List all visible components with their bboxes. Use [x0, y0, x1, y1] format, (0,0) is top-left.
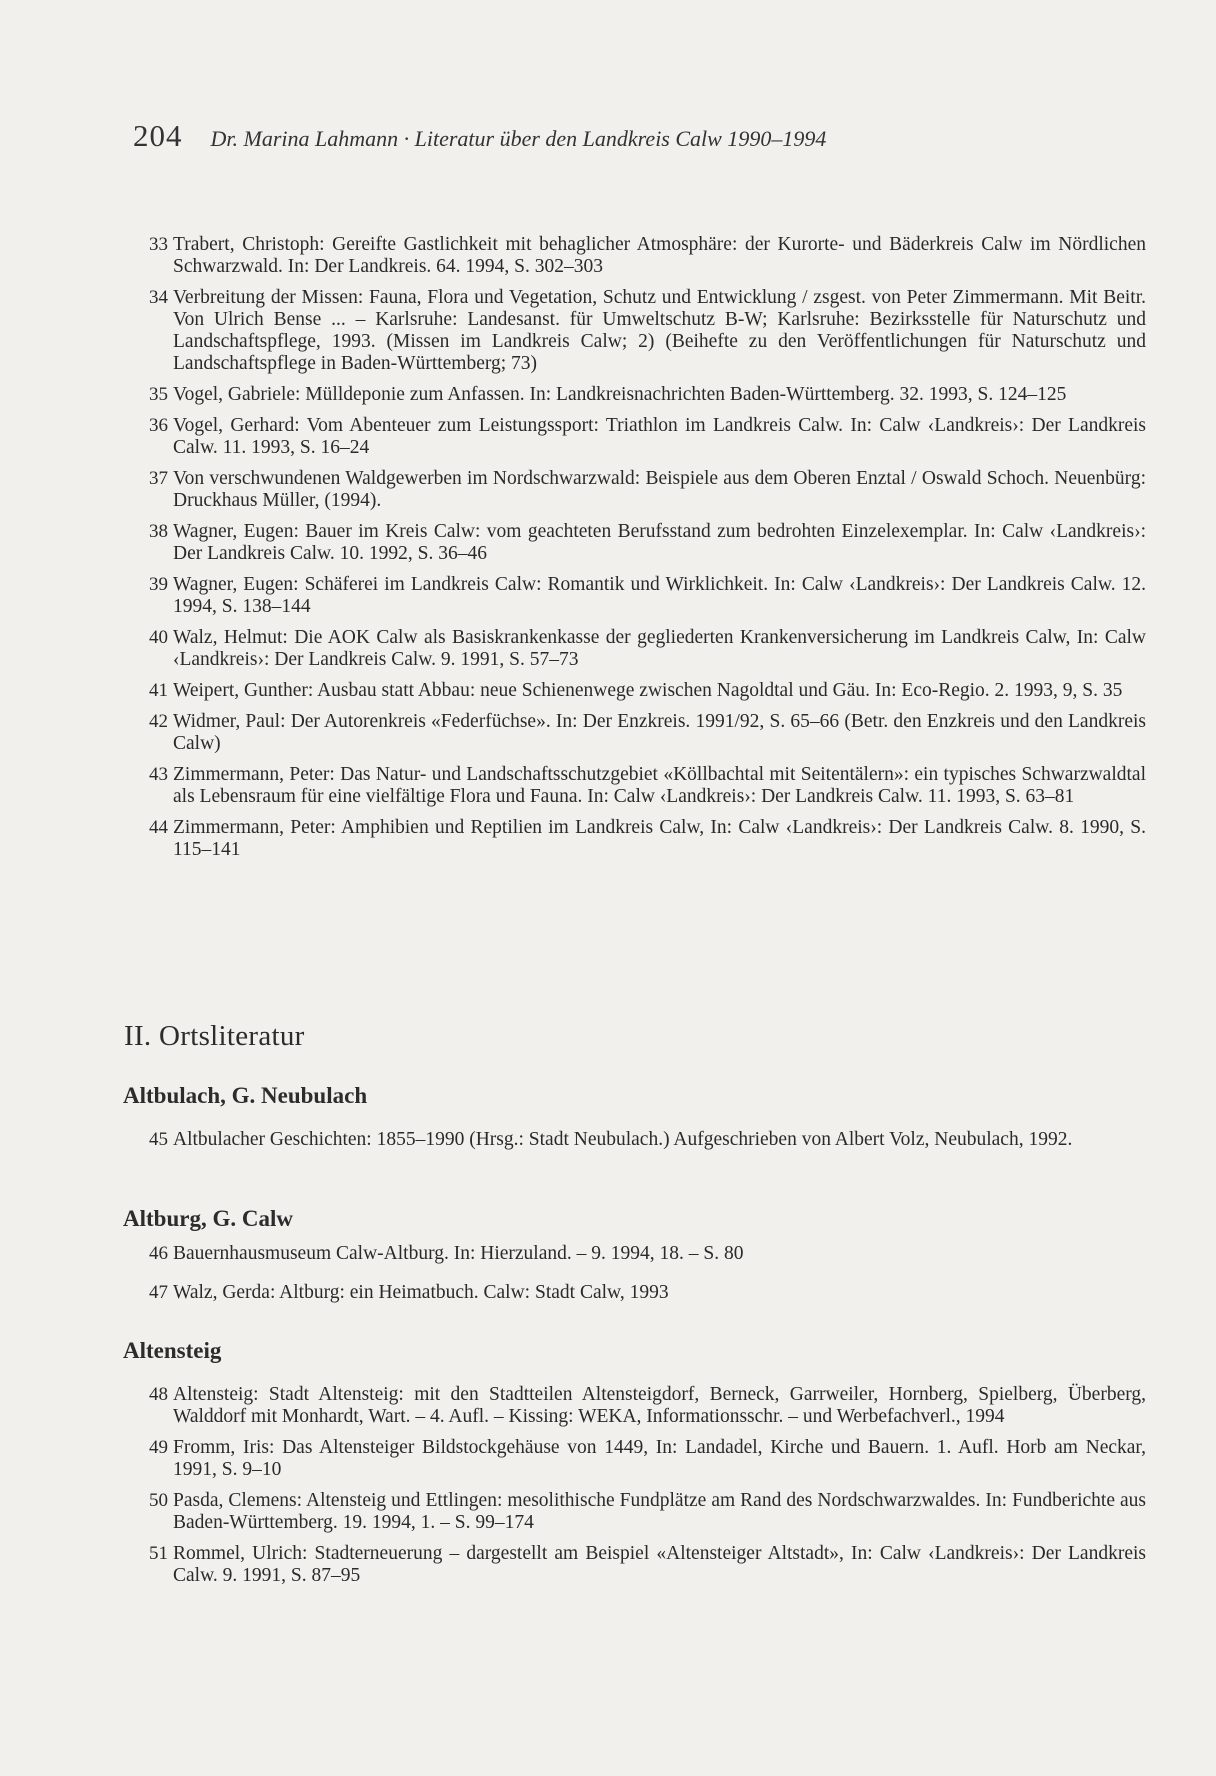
- entry-number: 47: [149, 1282, 168, 1303]
- entry-number: 36: [149, 415, 168, 436]
- entry-number: 48: [149, 1384, 168, 1405]
- entry-text: Von verschwundenen Waldgewerben im Nordschwarzwald: Beispiele aus dem Oberen Enztal / Oswald Schoch. Neuenbürg: Druckhaus Müller, (1994).: [173, 468, 1146, 511]
- bibliography-entry: [122, 384, 1146, 406]
- entry-number: 38: [149, 521, 168, 542]
- bibliography-entry: [122, 1490, 1146, 1534]
- bibliography-entry: [122, 1543, 1146, 1587]
- entry-text: Verbreitung der Missen: Fauna, Flora und Vegetation, Schutz und Entwicklung / zsgest. von Peter Zimmermann. Mit Beitr. Von Ulrich Bense ... – Karlsruhe: Landesanst. für Umweltschutz B-W; Karlsruhe: Bezirksstelle für Naturschutz und Landschaftspflege, 1993. (Missen im Landkreis Calw; 2) (Beihefte zu den Veröffentlichungen für Naturschutz und Landschaftspflege in Baden-Württemberg; 73): [173, 287, 1146, 374]
- place-heading: Altensteig: [123, 1338, 222, 1363]
- bibliography-entry: [122, 1243, 1146, 1265]
- entry-number: 33: [149, 234, 168, 255]
- page-header: [133, 118, 826, 154]
- entry-text: Vogel, Gerhard: Vom Abenteuer zum Leistungssport: Triathlon im Landkreis Calw. In: Calw ‹Landkreis›: Der Landkreis Calw. 11. 1993, S. 16–24: [173, 415, 1146, 458]
- bibliography-entry: [122, 287, 1146, 375]
- running-title: Dr. Marina Lahmann · Literatur über den Landkreis Calw 1990–1994: [210, 126, 827, 151]
- place-entries: [122, 1129, 1146, 1160]
- entry-text: Weipert, Gunther: Ausbau statt Abbau: neue Schienenwege zwischen Nagoldtal und Gäu. In: Eco-Regio. 2. 1993, 9, S. 35: [173, 680, 1123, 701]
- entry-number: 49: [149, 1437, 168, 1458]
- bibliography-entry: [122, 627, 1146, 671]
- entry-number: 35: [149, 384, 168, 405]
- bibliography-entry: [122, 521, 1146, 565]
- section-heading: II. Ortsliteratur: [124, 1020, 305, 1052]
- entry-text: Walz, Helmut: Die AOK Calw als Basiskrankenkasse der gegliederten Krankenversicherung im Landkreis Calw, In: Calw ‹Landkreis›: Der Landkreis Calw. 9. 1991, S. 57–73: [173, 627, 1146, 670]
- entry-text: Fromm, Iris: Das Altensteiger Bildstockgehäuse von 1449, In: Landadel, Kirche und Bauern. 1. Aufl. Horb am Neckar, 1991, S. 9–10: [173, 1437, 1146, 1480]
- place-entries: [122, 1384, 1146, 1596]
- entry-text: Zimmermann, Peter: Amphibien und Reptilien im Landkreis Calw, In: Calw ‹Landkreis›: Der Landkreis Calw. 8. 1990, S. 115–141: [173, 817, 1146, 860]
- bibliography-entry: [122, 817, 1146, 861]
- bibliography-entry: [122, 1282, 1146, 1304]
- entry-text: Walz, Gerda: Altburg: ein Heimatbuch. Calw: Stadt Calw, 1993: [173, 1282, 669, 1303]
- page-number: 204: [133, 118, 183, 153]
- entry-text: Zimmermann, Peter: Das Natur- und Landschaftsschutzgebiet «Köllbachtal mit Seitentälern»: ein typisches Schwarzwaldtal als Lebensraum für eine vielfältige Flora und Fauna. In: Calw ‹Landkreis›: Der Landkreis Calw. 11. 1993, S. 63–81: [173, 764, 1146, 807]
- bibliography-entry: [122, 468, 1146, 512]
- entry-number: 34: [149, 287, 168, 308]
- bibliography-list: [122, 234, 1146, 870]
- bibliography-entry: [122, 1384, 1146, 1428]
- entry-text: Rommel, Ulrich: Stadterneuerung – dargestellt am Beispiel «Altensteiger Altstadt», In: Calw ‹Landkreis›: Der Landkreis Calw. 9. 1991, S. 87–95: [173, 1543, 1146, 1586]
- entry-text: Vogel, Gabriele: Mülldeponie zum Anfassen. In: Landkreisnachrichten Baden-Württemberg. 32. 1993, S. 124–125: [173, 384, 1067, 405]
- entry-text: Altbulacher Geschichten: 1855–1990 (Hrsg.: Stadt Neubulach.) Aufgeschrieben von Albert Volz, Neubulach, 1992.: [173, 1129, 1073, 1150]
- bibliography-entry: [122, 1437, 1146, 1481]
- bibliography-entry: [122, 680, 1146, 702]
- place-entries: [122, 1243, 1146, 1313]
- entry-text: Trabert, Christoph: Gereifte Gastlichkeit mit behaglicher Atmosphäre: der Kurorte- und Bäderkreis Calw im Nördlichen Schwarzwald. In: Der Landkreis. 64. 1994, S. 302–303: [173, 234, 1146, 277]
- place-heading: Altburg, G. Calw: [123, 1206, 293, 1231]
- entry-text: Bauernhausmuseum Calw-Altburg. In: Hierzuland. – 9. 1994, 18. – S. 80: [173, 1243, 744, 1264]
- entry-number: 51: [149, 1543, 168, 1564]
- entry-number: 39: [149, 574, 168, 595]
- entry-number: 42: [149, 711, 168, 732]
- bibliography-entry: [122, 764, 1146, 808]
- entry-text: Widmer, Paul: Der Autorenkreis «Federfüchse». In: Der Enzkreis. 1991/92, S. 65–66 (Betr. den Enzkreis und den Landkreis Calw): [173, 711, 1146, 754]
- bibliography-entry: [122, 415, 1146, 459]
- entry-number: 50: [149, 1490, 168, 1511]
- entry-number: 40: [149, 627, 168, 648]
- entry-text: Wagner, Eugen: Schäferei im Landkreis Calw: Romantik und Wirklichkeit. In: Calw ‹Landkreis›: Der Landkreis Calw. 12. 1994, S. 138–144: [173, 574, 1146, 617]
- entry-number: 44: [149, 817, 168, 838]
- bibliography-entry: [122, 711, 1146, 755]
- bibliography-entry: [122, 1129, 1146, 1151]
- entry-number: 37: [149, 468, 168, 489]
- entry-number: 45: [149, 1129, 168, 1150]
- entry-number: 43: [149, 764, 168, 785]
- entry-number: 41: [149, 680, 168, 701]
- entry-text: Wagner, Eugen: Bauer im Kreis Calw: vom geachteten Berufsstand zum bedrohten Einzelexemplar. In: Calw ‹Landkreis›: Der Landkreis Calw. 10. 1992, S. 36–46: [173, 521, 1146, 564]
- entry-text: Pasda, Clemens: Altensteig und Ettlingen: mesolithische Fundplätze am Rand des Nordschwarzwaldes. In: Fundberichte aus Baden-Württemberg. 19. 1994, 1. – S. 99–174: [173, 1490, 1146, 1533]
- entry-number: 46: [149, 1243, 168, 1264]
- entry-text: Altensteig: Stadt Altensteig: mit den Stadtteilen Altensteigdorf, Berneck, Garrweiler, Hornberg, Spielberg, Überberg, Walddorf mit Monhardt, Wart. – 4. Aufl. – Kissing: WEKA, Informationsschr. – und Werbefachverl., 1994: [173, 1384, 1146, 1427]
- bibliography-entry: [122, 574, 1146, 618]
- bibliography-entry: [122, 234, 1146, 278]
- place-heading: Altbulach, G. Neubulach: [123, 1083, 368, 1108]
